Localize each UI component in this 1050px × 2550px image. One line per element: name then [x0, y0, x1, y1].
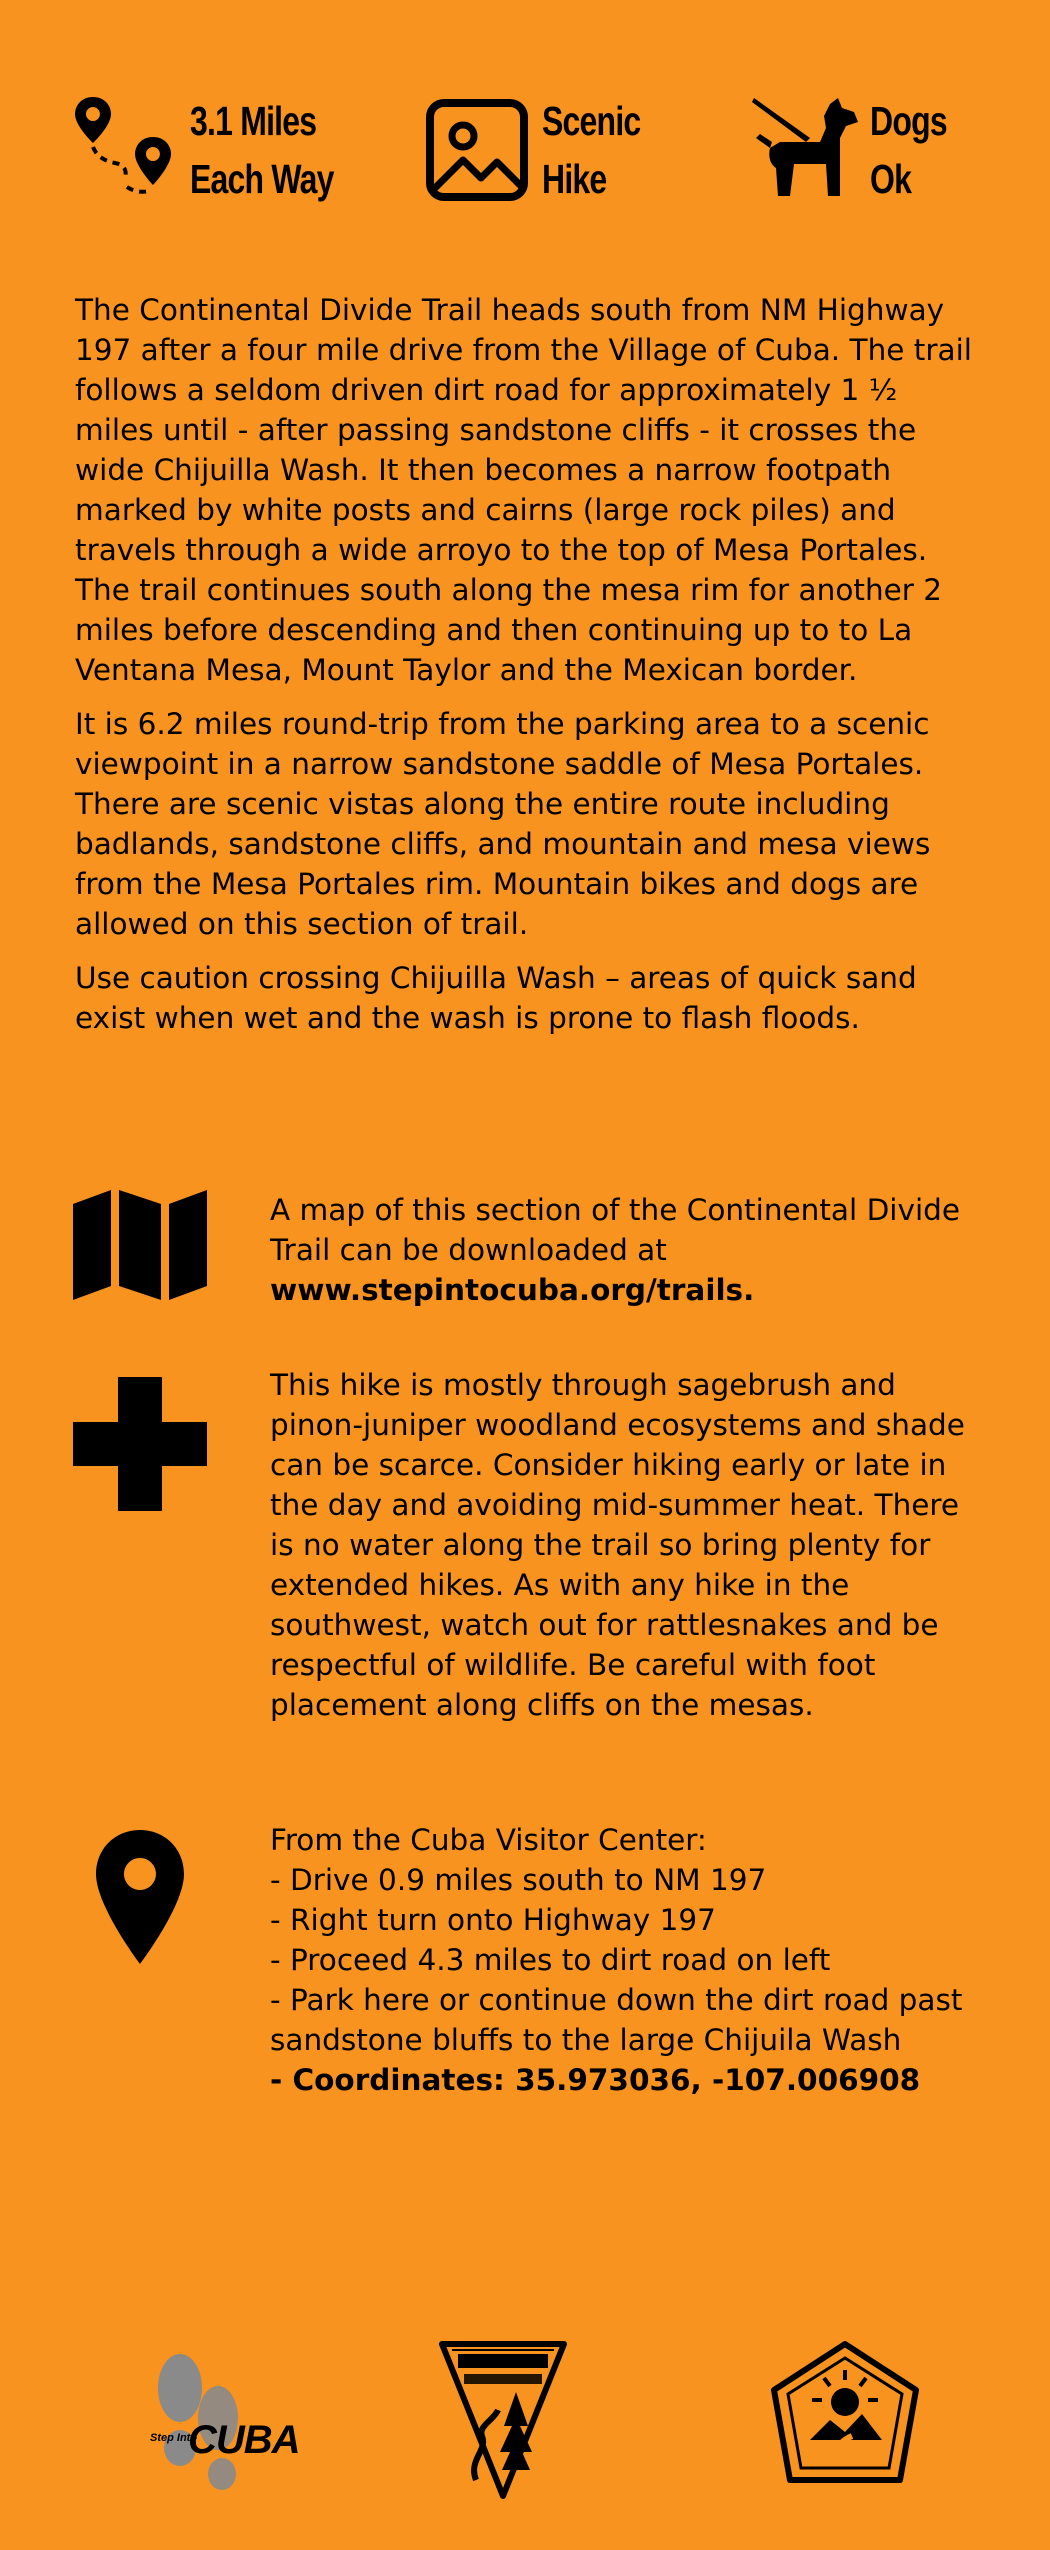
feature-scenic-text: Scenic Hike — [542, 98, 641, 202]
description-paragraph-1: The Continental Divide Trail heads south from NM Highway 197 after a four mile drive from the Village of Cuba. The trail follows a seldom driven dirt road for approximately 1 ½ miles until - after passing sandstone cliffs - it crosses the wide Chijuilla Wash. It then becomes a narrow footpath marked by white posts and cairns (large rock piles) and travels through a wide arroyo to the top of Mesa Portales. The trail continues south along the mesa rim for another 2 miles before descending and then continuing up to to La Ventana Mesa, Mount Taylor and the Mexican border. — [75, 293, 972, 687]
feature-distance-text: 3.1 Miles Each Way — [190, 98, 334, 202]
direction-step: - Drive 0.9 miles south to NM 197 — [270, 1863, 767, 1897]
feature-distance — [70, 92, 374, 208]
feature-dogs-text: Dogs Ok — [870, 98, 947, 202]
safety-text: This hike is mostly through sagebrush and pinon-juniper woodland ecosystems and shade can be scarce. Consider hiking early or late in the day and avoiding mid-summer heat. There is no water along the trail so bring plenty for extended hikes. As with any hike in the southwest, watch out for rattlesnakes and be respectful of wildlife. Be careful with foot placement along cliffs on the mesas. — [270, 1368, 965, 1722]
direction-step: - Proceed 4.3 miles to dirt road on left — [270, 1943, 831, 1977]
trailhead-coordinates: - Coordinates: 35.973036, -107.006908 — [270, 2063, 921, 2097]
cdt-coalition-logo — [770, 2340, 920, 2494]
feature-dogs — [750, 92, 969, 208]
logo-small-text: Step Into — [150, 2432, 198, 2444]
location-pin-icon — [70, 1830, 210, 1964]
route-pins-icon — [70, 95, 180, 205]
directions-text — [270, 1820, 970, 2100]
map-info-text: A map of this section of the Continental Divide Trail can be downloaded at www.stepintocuba.org/trails. — [270, 1193, 961, 1307]
trail-map-link[interactable]: www.stepintocuba.org/trails. — [270, 1273, 755, 1307]
feature-scenic — [422, 92, 668, 208]
logo-cuba-text: CUBA — [188, 2418, 300, 2462]
description-paragraph-2: It is 6.2 miles round-trip from the parking area to a scenic viewpoint in a narrow sandstone saddle of Mesa Portales. There are scenic vistas along the entire route including badlands, sandstone cliffs, and mountain and mesa views from the Mesa Portales rim. Mountain bikes and dogs are allowed on this section of trail. — [75, 707, 931, 941]
step-into-cuba-logo — [140, 2350, 300, 2500]
direction-step: - Right turn onto Highway 197 — [270, 1903, 716, 1937]
blm-logo — [438, 2340, 568, 2504]
directions-heading: From the Cuba Visitor Center: — [270, 1823, 707, 1857]
partner-logos — [0, 2340, 1050, 2510]
trail-description — [75, 290, 980, 1052]
medical-cross-icon — [70, 1377, 210, 1511]
image-landscape-icon — [422, 95, 532, 205]
dog-icon — [750, 95, 860, 205]
feature-bar — [70, 92, 980, 222]
direction-step: - Park here or continue down the dirt road past sandstone bluffs to the large Chijuila Wash — [270, 1983, 963, 2057]
map-icon — [70, 1190, 210, 1300]
caution-paragraph: Use caution crossing Chijuilla Wash – areas of quick sand exist when wet and the wash is prone to flash floods. — [75, 961, 917, 1035]
